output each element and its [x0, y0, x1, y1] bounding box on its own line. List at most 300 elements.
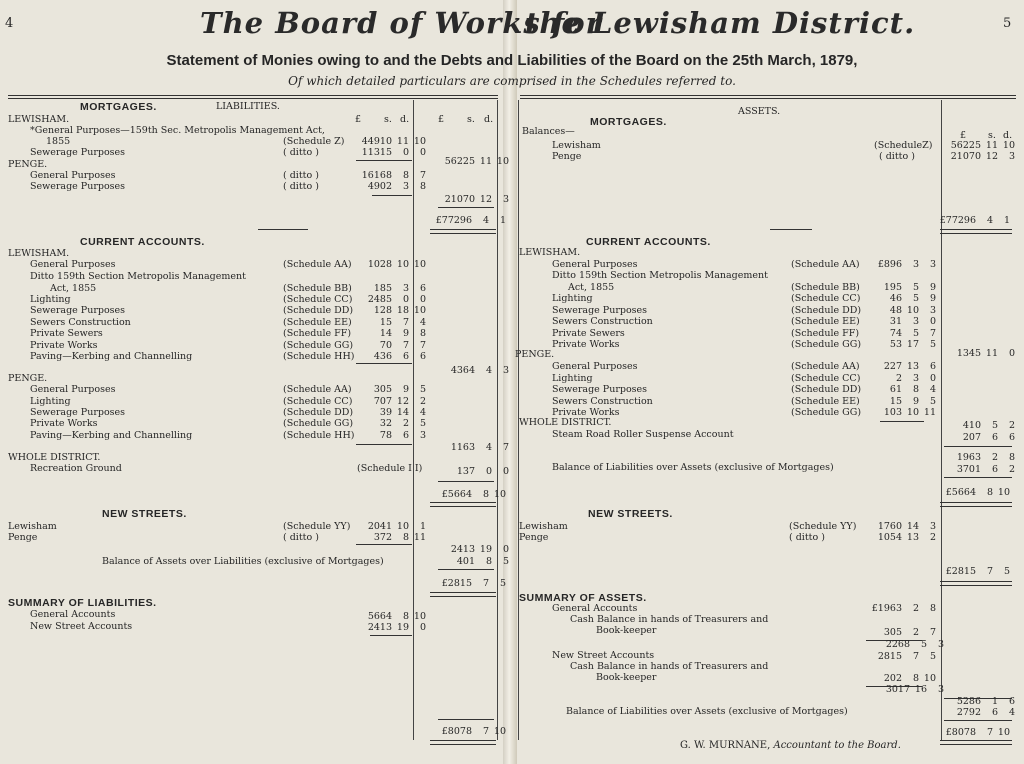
new-streets-penge-amount-shillings: 8: [402, 532, 409, 543]
summary-cash-amount-2-pounds: 202: [883, 673, 902, 684]
assets-new-streets-penge-amount-pounds: 1054: [877, 532, 902, 543]
mortgage-general-pence: 10: [413, 136, 426, 147]
assets-current-amount-pounds: 103: [883, 407, 902, 418]
balances-label: Balances—: [522, 126, 575, 137]
current-amount-pence: 7: [419, 340, 426, 351]
current-amount-shillings: 7: [402, 340, 409, 351]
assets-current-item: General Purposes: [552, 259, 638, 270]
mortgage-penge-total-pounds: 21070: [444, 194, 475, 205]
new-streets-total-shillings: 7: [482, 578, 489, 589]
assets-new-streets-penge: Penge: [519, 532, 549, 543]
summary-book-keeper: Book-keeper: [596, 625, 657, 636]
assets-mortgage-lewisham-amount-shillings: 11: [985, 140, 998, 151]
mortgage-penge-sewerage-shillings: 3: [402, 181, 409, 192]
mortgage-sewerage-pounds: 11315: [361, 147, 392, 158]
new-streets-lewisham-amount-pounds: 2041: [367, 521, 392, 532]
new-streets-schedule: ( ditto ): [283, 532, 319, 543]
current-amount-pounds: 305: [373, 384, 392, 395]
assets-current-schedule: (Schedule GG): [791, 407, 862, 418]
section-lewisham: LEWISHAM.: [8, 114, 70, 125]
assets-current-schedule: (Schedule GG): [791, 339, 862, 350]
assets-current-amount-shillings: 8: [912, 384, 919, 395]
assets-current-amount-shillings: 5: [912, 328, 919, 339]
subtotal-rule: [944, 477, 1012, 478]
assets-balance-amount-shillings: 6: [991, 464, 998, 475]
assets-current-amount-shillings: 3: [912, 373, 919, 384]
mortgage-lewisham-total-shillings: 11: [479, 156, 492, 167]
accountant-name: G. W. MURNANE,: [680, 740, 771, 751]
col-pounds: £: [438, 114, 445, 125]
subtotal-rule: [944, 446, 1012, 447]
assets-current-amount-pounds: 15: [889, 396, 902, 407]
current-schedule: (Schedule HH): [283, 351, 355, 362]
assets-current-schedule: (Schedule FF): [791, 328, 860, 339]
assets-current-subtotal-pounds: 1963: [956, 452, 981, 463]
summary-cash-amount-pence: 7: [929, 627, 936, 638]
summary-new-street-accounts: New Street Accounts: [552, 650, 655, 661]
current-amount-pence: 6: [419, 283, 426, 294]
current-amount-shillings: 2: [402, 418, 409, 429]
subtotal-rule: [770, 229, 812, 230]
assets-current-amount-pence: 3: [929, 259, 936, 270]
assets-mortgage-lewisham-amount-pence: 10: [1002, 140, 1015, 151]
current-item: Sewerage Purposes: [30, 305, 126, 316]
summary-balance-amount-pounds: 2792: [956, 707, 981, 718]
assets-current-amount-pounds: 31: [889, 316, 902, 327]
new-streets-heading: NEW STREETS.: [102, 508, 187, 520]
current-amount-shillings: 14: [396, 407, 409, 418]
current-amount-shillings: 0: [402, 294, 409, 305]
assets-mortgage-lewisham-amount-pounds: 56225: [950, 140, 981, 151]
assets-current-subtotal-pence: 8: [1008, 452, 1015, 463]
summary-assets-sum-shillings: 1: [991, 696, 998, 707]
current-schedule: (Schedule FF): [283, 328, 352, 339]
summary-new-street-amount-pounds: 2413: [367, 622, 392, 633]
assets-current-amount-shillings: 5: [912, 282, 919, 293]
assets-current-amount-pounds: 227: [883, 361, 902, 372]
new-streets-subtotal-shillings: 19: [479, 544, 492, 555]
current-amount-pounds: 78: [379, 430, 392, 441]
new-streets-penge-amount-pounds: 372: [373, 532, 392, 543]
current-schedule: (Schedule DD): [283, 407, 354, 418]
current-total-pence: 10: [493, 489, 506, 500]
subtotal-rule: [372, 195, 412, 196]
assets-current-amount-pounds: 53: [889, 339, 902, 350]
recreation-amount-shillings: 0: [485, 466, 492, 477]
assets-current-amount-pounds: 46: [889, 293, 902, 304]
current-item: Lighting: [30, 396, 71, 407]
assets-current-amount-shillings: 3: [912, 259, 919, 270]
summary-cash-balance: Cash Balance in hands of Treasurers and: [570, 614, 769, 625]
summary-assets-general-amount-shillings: 2: [912, 603, 919, 614]
mortgage-penge-general: General Purposes: [30, 170, 116, 181]
steam-road-roller: Steam Road Roller Suspense Account: [552, 429, 734, 440]
total-double-rule: [940, 581, 1012, 586]
current-amount-pounds: 2485: [367, 294, 392, 305]
assets-current-amount-shillings: 17: [906, 339, 919, 350]
assets-mortgage-penge-amount-shillings: 12: [985, 151, 998, 162]
recreation-amount-pounds: 137: [456, 466, 475, 477]
col-pounds: £: [960, 130, 967, 141]
assets-new-streets-lewisham-amount-pence: 3: [929, 521, 936, 532]
summary-cash-amount-pounds: 305: [883, 627, 902, 638]
mortgage-lewisham-total-pence: 10: [496, 156, 509, 167]
assets-mortgage-lewisham: Lewisham: [552, 140, 601, 151]
mortgage-sewerage-pence: 0: [419, 147, 426, 158]
subtotal-rule: [438, 207, 494, 208]
summary-cash-amount-2-pence: 10: [923, 673, 936, 684]
current-schedule: (Schedule CC): [283, 294, 353, 305]
subtotal-rule: [356, 444, 412, 445]
summary-assets-subtotal-2-pence: 3: [937, 684, 944, 695]
current-amount-pounds: 39: [379, 407, 392, 418]
current-amount-pounds: 70: [379, 340, 392, 351]
subtotal-rule: [356, 160, 412, 161]
current-item: Sewerage Purposes: [30, 407, 126, 418]
col-shillings: s.: [467, 114, 475, 125]
assets-balance-amount-pounds: 3701: [956, 464, 981, 475]
assets-heading: ASSETS.: [738, 106, 781, 117]
current-lewisham-total-pounds: 4364: [450, 365, 475, 376]
assets-current-item: Private Works: [552, 407, 620, 418]
current-item: Private Works: [30, 418, 98, 429]
balance-assets-over-liabilities: Balance of Assets over Liabilities (exclusive of Mortgages): [102, 556, 384, 567]
current-schedule: (Schedule DD): [283, 305, 354, 316]
current-total-pounds: £5664: [441, 489, 472, 500]
summary-general-amount-shillings: 8: [402, 611, 409, 622]
current-item: Paving—Kerbing and Channelling: [30, 430, 193, 441]
current-lewisham-total-shillings: 4: [485, 365, 492, 376]
steam-road-roller-amount-pence: 6: [1008, 432, 1015, 443]
total-double-rule: [430, 229, 496, 234]
summary-balance-amount-pence: 4: [1008, 707, 1015, 718]
subtotal-rule: [944, 720, 1012, 721]
summary-assets-subtotal-2-pounds: 3017: [885, 684, 910, 695]
summary-liabilities-heading: SUMMARY OF LIABILITIES.: [8, 597, 157, 609]
mortgage-act-year: 1855: [46, 136, 71, 147]
section-penge: PENGE.: [8, 373, 48, 384]
current-amount-pence: 4: [419, 407, 426, 418]
signature: [680, 740, 901, 751]
section-whole-district: WHOLE DISTRICT.: [8, 452, 101, 463]
new-streets-subtotal-pounds: 2413: [450, 544, 475, 555]
current-amount-shillings: 9: [402, 384, 409, 395]
new-streets-total-pounds: £2815: [441, 578, 472, 589]
assets-current-schedule: (Schedule CC): [791, 373, 861, 384]
mortgage-lewisham-total-pounds: 56225: [444, 156, 475, 167]
total-double-rule: [940, 740, 1012, 745]
mortgage-penge-general-shillings: 8: [402, 170, 409, 181]
recreation-schedule: (Schedule I I): [357, 463, 423, 474]
balance-amount-shillings: 8: [485, 556, 492, 567]
current-schedule: (Schedule BB): [283, 283, 352, 294]
subtotal-rule: [438, 719, 494, 720]
col-pounds: £: [355, 114, 362, 125]
current-item: General Purposes: [30, 384, 116, 395]
assets-current-item: Sewerage Purposes: [552, 384, 648, 395]
assets-current-schedule: (Schedule BB): [791, 282, 860, 293]
current-penge-total-shillings: 4: [485, 442, 492, 453]
new-streets-subtotal-pence: 0: [502, 544, 509, 555]
summary-liabilities-total-pence: 10: [493, 726, 506, 737]
current-item: Paving—Kerbing and Channelling: [30, 351, 193, 362]
summary-book-keeper: Book-keeper: [596, 672, 657, 683]
mortgage-penge-sewerage: Sewerage Purposes: [30, 181, 126, 192]
subtotal-rule: [438, 569, 494, 570]
assets-current-item: Private Works: [552, 339, 620, 350]
col-pence: d.: [484, 114, 494, 125]
balance-amount-pence: 5: [502, 556, 509, 567]
assets-mortgage-schedule: (ScheduleZ): [874, 140, 933, 151]
book-gutter: [503, 0, 517, 764]
assets-mortgages-total-shillings: 4: [986, 215, 993, 226]
subtotal-rule: [438, 481, 494, 482]
assets-current-item: Lighting: [552, 373, 593, 384]
current-total-shillings: 8: [482, 489, 489, 500]
current-amount-shillings: 3: [402, 283, 409, 294]
summary-assets-sum-pence: 6: [1008, 696, 1015, 707]
current-amount-pounds: 15: [379, 317, 392, 328]
assets-current-amount-pence: 9: [929, 293, 936, 304]
page-number-right: 5: [1003, 16, 1012, 31]
assets-current-amount-shillings: 10: [906, 305, 919, 316]
summary-cash-amount-2-shillings: 8: [912, 673, 919, 684]
current-amount-pence: 5: [419, 384, 426, 395]
summary-new-street-amount-shillings: 7: [912, 651, 919, 662]
total-double-rule: [940, 502, 1012, 507]
current-item: Private Sewers: [30, 328, 103, 339]
accountant-role: Accountant to the Board.: [773, 740, 901, 751]
assets-balance-amount-pence: 2: [1008, 464, 1015, 475]
summary-general-amount-pence: 10: [413, 611, 426, 622]
assets-mortgages-heading: MORTGAGES.: [590, 116, 667, 128]
assets-current-amount-shillings: 5: [912, 293, 919, 304]
col-shillings: s.: [384, 114, 392, 125]
new-streets-penge-amount-pence: 11: [413, 532, 426, 543]
current-item: Act, 1855: [50, 283, 97, 294]
mortgage-penge-general-pence: 7: [419, 170, 426, 181]
current-item: Ditto 159th Section Metropolis Management: [30, 271, 246, 282]
current-amount-shillings: 10: [396, 259, 409, 270]
subtotal-rule: [356, 544, 412, 545]
summary-balance-liabilities-over-assets: Balance of Liabilities over Assets (exclusive of Mortgages): [566, 706, 848, 717]
summary-assets-subtotal-1-pounds: 2268: [885, 639, 910, 650]
mortgage-penge-total-shillings: 12: [479, 194, 492, 205]
current-item: Lighting: [30, 294, 71, 305]
mortgages-heading: MORTGAGES.: [80, 101, 157, 113]
assets-current-lewisham-total-shillings: 11: [985, 348, 998, 359]
recreation-ground: Recreation Ground: [30, 463, 122, 474]
steam-road-roller-amount-pounds: 207: [962, 432, 981, 443]
summary-assets-general-amount-pounds: £1963: [871, 603, 902, 614]
current-schedule: (Schedule CC): [283, 396, 353, 407]
assets-current-subtotal-shillings: 2: [991, 452, 998, 463]
assets-mortgages-total-pounds: £77296: [939, 215, 976, 226]
summary-general-accounts: General Accounts: [30, 609, 116, 620]
assets-current-amount-pence: 5: [929, 396, 936, 407]
current-amount-shillings: 6: [402, 351, 409, 362]
current-schedule: (Schedule AA): [283, 259, 352, 270]
assets-mortgages-total-pence: 1: [1003, 215, 1010, 226]
assets-current-penge-total-pence: 2: [1008, 420, 1015, 431]
steam-road-roller-amount-shillings: 6: [991, 432, 998, 443]
mortgages-total-shillings: 4: [482, 215, 489, 226]
current-amount-pence: 10: [413, 259, 426, 270]
current-amount-pence: 5: [419, 418, 426, 429]
current-amount-pounds: 1028: [367, 259, 392, 270]
assets-new-streets-penge-amount-pence: 2: [929, 532, 936, 543]
mortgage-general-shillings: 11: [396, 136, 409, 147]
assets-current-amount-pence: 9: [929, 282, 936, 293]
assets-current-amount-pounds: 2: [895, 373, 902, 384]
current-amount-shillings: 7: [402, 317, 409, 328]
current-item: General Purposes: [30, 259, 116, 270]
statement-note: Of which detailed particulars are comprised in the Schedules referred to.: [288, 74, 736, 88]
summary-assets-heading: SUMMARY OF ASSETS.: [519, 592, 647, 604]
new-streets-penge: Penge: [8, 532, 38, 543]
assets-current-amount-shillings: 3: [912, 316, 919, 327]
assets-current-amount-pence: 3: [929, 305, 936, 316]
current-amount-pounds: 436: [373, 351, 392, 362]
new-streets-lewisham-amount-pence: 1: [419, 521, 426, 532]
subtotal-rule: [880, 421, 924, 422]
summary-new-street-amount-shillings: 19: [396, 622, 409, 633]
liabilities-heading: LIABILITIES.: [216, 101, 280, 112]
summary-assets-subtotal-1-shillings: 5: [920, 639, 927, 650]
current-amount-shillings: 9: [402, 328, 409, 339]
assets-current-penge-total-pounds: 410: [962, 420, 981, 431]
current-amount-pounds: 185: [373, 283, 392, 294]
section-lewisham: LEWISHAM.: [8, 248, 70, 259]
mortgage-penge-general-pounds: 16168: [361, 170, 392, 181]
mortgage-sewerage-shillings: 0: [402, 147, 409, 158]
summary-assets-general: General Accounts: [552, 603, 638, 614]
assets-new-streets-schedule: ( ditto ): [789, 532, 825, 543]
assets-current-total-pence: 10: [997, 487, 1010, 498]
mortgage-schedule: ( ditto ): [283, 170, 319, 181]
subtotal-rule: [370, 635, 412, 636]
assets-current-schedule: (Schedule CC): [791, 293, 861, 304]
summary-assets-total-pounds: £8078: [945, 727, 976, 738]
mortgage-schedule: ( ditto ): [283, 147, 319, 158]
assets-current-amount-pence: 6: [929, 361, 936, 372]
assets-current-item: General Purposes: [552, 361, 638, 372]
current-amount-pounds: 128: [373, 305, 392, 316]
assets-current-amount-pence: 11: [923, 407, 936, 418]
assets-current-item: Sewerage Purposes: [552, 305, 648, 316]
current-amount-pence: 4: [419, 317, 426, 328]
summary-new-street-accounts: New Street Accounts: [30, 621, 133, 632]
assets-new-streets-penge-amount-shillings: 13: [906, 532, 919, 543]
assets-current-amount-pounds: 74: [889, 328, 902, 339]
assets-section-lewisham: LEWISHAM.: [519, 247, 581, 258]
current-item: Sewers Construction: [30, 317, 131, 328]
summary-liabilities-total-shillings: 7: [482, 726, 489, 737]
summary-new-street-amount-pounds: 2815: [877, 651, 902, 662]
total-double-rule: [430, 592, 496, 597]
assets-current-amount-pence: 7: [929, 328, 936, 339]
assets-current-schedule: (Schedule DD): [791, 305, 862, 316]
summary-cash-amount-shillings: 2: [912, 627, 919, 638]
current-schedule: (Schedule AA): [283, 384, 352, 395]
assets-new-streets-lewisham-amount-pounds: 1760: [877, 521, 902, 532]
current-amount-pounds: 14: [379, 328, 392, 339]
assets-current-heading: CURRENT ACCOUNTS.: [586, 236, 711, 248]
current-accounts-heading: CURRENT ACCOUNTS.: [80, 236, 205, 248]
assets-mortgage-penge-amount-pence: 3: [1008, 151, 1015, 162]
summary-liabilities-total-pounds: £8078: [441, 726, 472, 737]
page-title-left: The Board of Works for: [200, 6, 602, 40]
assets-new-streets-total-pence: 5: [1003, 566, 1010, 577]
subtotal-rule: [356, 363, 412, 364]
recreation-amount-pence: 0: [502, 466, 509, 477]
new-streets-lewisham-amount-shillings: 10: [396, 521, 409, 532]
assets-mortgage-schedule: ( ditto ): [879, 151, 915, 162]
new-streets-schedule: (Schedule YY): [283, 521, 351, 532]
assets-section-penge: PENGE.: [515, 349, 555, 360]
current-lewisham-total-pence: 3: [502, 365, 509, 376]
assets-current-schedule: (Schedule AA): [791, 361, 860, 372]
summary-balance-amount-shillings: 6: [991, 707, 998, 718]
current-amount-shillings: 18: [396, 305, 409, 316]
assets-current-amount-pence: 5: [929, 339, 936, 350]
assets-current-schedule: (Schedule DD): [791, 384, 862, 395]
total-double-rule: [940, 229, 1012, 234]
mortgage-penge-total-pence: 3: [502, 194, 509, 205]
summary-new-street-amount-pence: 5: [929, 651, 936, 662]
assets-current-schedule: (Schedule EE): [791, 396, 860, 407]
mortgage-schedule: (Schedule Z): [283, 136, 345, 147]
assets-current-lewisham-total-pounds: 1345: [956, 348, 981, 359]
current-item: Private Works: [30, 340, 98, 351]
assets-mortgage-penge-amount-pounds: 21070: [950, 151, 981, 162]
assets-new-streets-total-pounds: £2815: [945, 566, 976, 577]
summary-new-street-amount-pence: 0: [419, 622, 426, 633]
mortgage-penge-sewerage-pence: 8: [419, 181, 426, 192]
current-penge-total-pence: 7: [502, 442, 509, 453]
assets-new-streets-schedule: (Schedule YY): [789, 521, 857, 532]
new-streets-total-pence: 5: [499, 578, 506, 589]
summary-assets-total-pence: 10: [997, 727, 1010, 738]
summary-assets-total-shillings: 7: [986, 727, 993, 738]
current-amount-pence: 8: [419, 328, 426, 339]
assets-current-item: Sewers Construction: [552, 316, 653, 327]
current-schedule: (Schedule GG): [283, 340, 354, 351]
assets-current-item: Act, 1855: [568, 282, 615, 293]
mortgage-schedule: ( ditto ): [283, 181, 319, 192]
mortgage-penge-sewerage-pounds: 4902: [367, 181, 392, 192]
page-number-left: 4: [5, 16, 14, 31]
section-penge: PENGE.: [8, 159, 48, 170]
assets-mortgage-penge: Penge: [552, 151, 582, 162]
assets-current-amount-pence: 0: [929, 373, 936, 384]
assets-current-schedule: (Schedule EE): [791, 316, 860, 327]
assets-current-penge-total-shillings: 5: [991, 420, 998, 431]
mortgage-sewerage: Sewerage Purposes: [30, 147, 126, 158]
mortgages-total-pounds: £77296: [435, 215, 472, 226]
mortgage-general-purposes: *General Purposes—159th Sec. Metropolis Management Act,: [30, 125, 325, 136]
current-amount-shillings: 6: [402, 430, 409, 441]
current-schedule: (Schedule HH): [283, 430, 355, 441]
balance-amount-pounds: 401: [456, 556, 475, 567]
assets-current-item: Lighting: [552, 293, 593, 304]
total-double-rule: [430, 740, 496, 745]
assets-current-amount-pence: 4: [929, 384, 936, 395]
summary-assets-sum-pounds: 5286: [956, 696, 981, 707]
col-pence: d.: [400, 114, 410, 125]
current-amount-pence: 3: [419, 430, 426, 441]
assets-current-amount-shillings: 10: [906, 407, 919, 418]
